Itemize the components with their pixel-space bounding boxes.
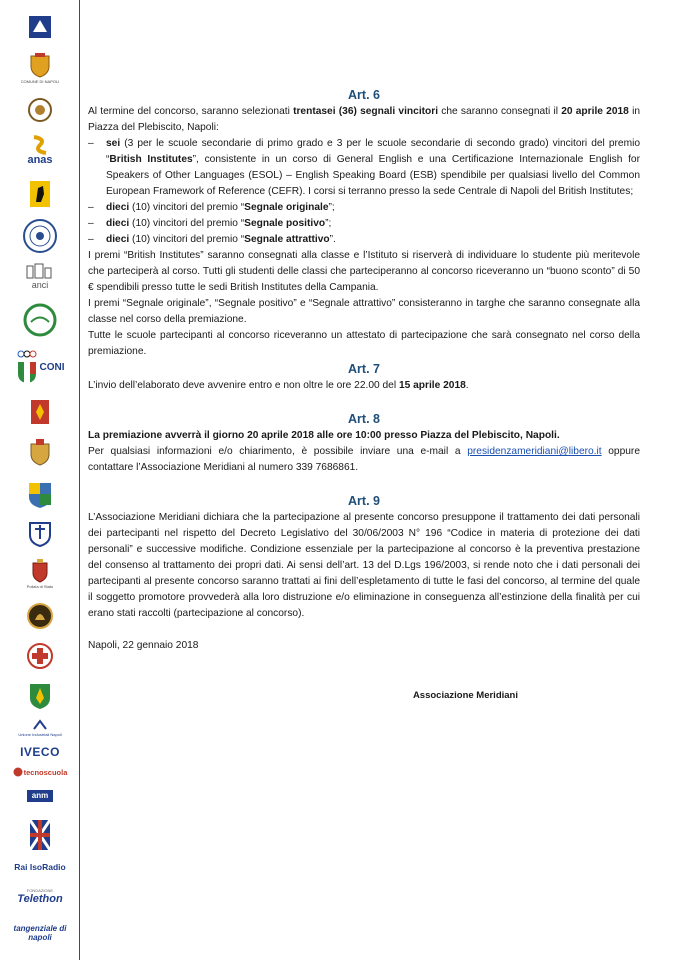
list-item: – sei (3 per le scuole secondarie di primo grado e 3 per le scuole secondarie di secondo grado) vincitori del premio “British Institutes”, consistente in un corso di General English e una Certificazione Internazionale English for Speakers of Other Languages (ESOL) – English Speaking Board (ESB) spendibile per qualsiasi livello del Common European Framework of Reference (CEFR). I corsi si terranno presso la sede Centrale di Napoli del British Institutes; bbox=[88, 136, 640, 200]
anm-logo bbox=[6, 786, 74, 806]
badge-logo bbox=[6, 678, 74, 714]
green-seal-logo bbox=[6, 300, 74, 340]
art6-intro: Al termine del concorso, saranno selezionati trentasei (36) segnali vincitori che saranno consegnati il 20 aprile 2018 in Piazza del Plebiscito, Napoli: bbox=[88, 106, 640, 133]
regione-campania-logo bbox=[6, 12, 74, 42]
art6-paragraph-attestato: Tutte le scuole partecipanti al concorso riceveranno un attestato di partecipazione che sarà consegnato nel corso della premiazione. bbox=[88, 330, 640, 357]
rai-isoradio-logo bbox=[6, 858, 74, 876]
university-seal-logo bbox=[6, 216, 74, 256]
anas-caption: anas bbox=[27, 153, 53, 166]
polizia-di-stato-logo bbox=[6, 554, 74, 594]
comune-di-napoli-caption: COMUNE DI NAPOLI bbox=[20, 79, 60, 84]
list-item: – dieci (10) vincitori del premio “Segnale positivo”; bbox=[88, 216, 640, 232]
anci-logo bbox=[6, 258, 74, 294]
telethon-caption: Telethon bbox=[17, 893, 63, 905]
iveco-logo bbox=[6, 742, 74, 762]
tecnoscuola-caption: tecnoscuola bbox=[23, 767, 68, 777]
document-body bbox=[88, 86, 640, 704]
art6-title: Art. 6 bbox=[348, 88, 380, 102]
coni-logo bbox=[6, 344, 74, 390]
unione-industriali-logo bbox=[6, 716, 74, 740]
comune-di-napoli-logo bbox=[6, 48, 74, 88]
art8-bold-line: La premiazione avverrà il giorno 20 aprile 2018 alle ore 10:00 presso Piazza del Plebiscito, Napoli. bbox=[88, 430, 560, 441]
art9-text: L’Associazione Meridiani dichiara che la partecipazione al presente concorso presuppone il trattamento dei dati personali dei partecipanti nel rispetto del Decreto Legislativo del 30/06/2003 N° 196 “Codice in materia di protezione dei dati personali” e successive modifiche. Condizione essenziale per la partecipazione al concorso è la preventiva prestazione del consenso al trattamento dei propri dati. Ai sensi dell’art. 13 del D.Lgs 196/2003, si rende noto che i dati personali dei partecipanti al presente concorso saranno trattati ai fini dell’espletamento di tutte le fasi del concorso, al termine del quale il soggetto promotore provvederà alla loro distruzione e/o eliminazione in conseguenza all’estinzione della finalità per cui erano stati raccolti (partecipazione al concorso). bbox=[88, 512, 640, 619]
list-item: – dieci (10) vincitori del premio “Segnale originale”; bbox=[88, 200, 640, 216]
sidebar-divider bbox=[79, 0, 80, 960]
anci-caption: anci bbox=[31, 280, 49, 290]
tangenziale-caption: tangenziale di napoli bbox=[13, 924, 67, 942]
signature: Associazione Meridiani bbox=[412, 690, 518, 701]
anm-caption: anm bbox=[27, 790, 53, 802]
vigili-fuoco-logo bbox=[6, 596, 74, 636]
art8-info: Per qualsiasi informazioni e/o chiarimento, è possibile inviare una e-mail a presidenzameridiani@libero.it oppure contattare l’Associazione Meridiani al numero 339 7686861. bbox=[88, 446, 640, 473]
art6-paragraph-targhe: I premi “Segnale originale”, “Segnale positivo” e “Segnale attrattivo” consisteranno in targhe che saranno consegnate alla classe nel corso della premiazione. bbox=[88, 298, 640, 325]
anas-logo bbox=[6, 130, 74, 170]
art6-paragraph-british: I premi “British Institutes” saranno consegnati alla classe e l’Istituto si riserverà di individuare lo studente più meritevole che parteciperà al corso. Tutti gli studenti delle classi che parteciperanno al concorso riceveranno un “buono sconto” di 50 € spendibili presso tutte le sedi British Institutes della Campania. bbox=[88, 250, 640, 293]
coni-caption: CONI bbox=[39, 361, 65, 373]
art7-title: Art. 7 bbox=[348, 362, 380, 376]
list-item: – dieci (10) vincitori del premio “Segnale attrattivo”. bbox=[88, 232, 640, 248]
art6-prize-list bbox=[88, 136, 640, 248]
place-date: Napoli, 22 gennaio 2018 bbox=[88, 640, 199, 651]
esercito-logo bbox=[6, 392, 74, 432]
art7-text: L’invio dell’elaborato deve avvenire entro e non oltre le ore 22.00 del 15 aprile 2018. bbox=[88, 380, 469, 391]
tecnoscuola-logo bbox=[6, 764, 74, 780]
unione-industriali-caption: Unione Industriali Napoli bbox=[18, 732, 62, 737]
ferrari-logo bbox=[6, 172, 74, 216]
british-institutes-logo bbox=[6, 816, 74, 854]
rai-isoradio-caption: Rai IsoRadio bbox=[14, 862, 66, 872]
polizia-di-stato-caption: Polizia di Stato bbox=[26, 584, 54, 589]
croce-rossa-logo bbox=[6, 636, 74, 676]
marina-logo bbox=[6, 474, 74, 514]
municipalita-logo bbox=[6, 90, 74, 130]
tangenziale-logo bbox=[6, 920, 74, 946]
art8-title: Art. 8 bbox=[348, 412, 380, 426]
carabinieri-logo bbox=[6, 432, 74, 472]
crest-logo bbox=[6, 514, 74, 552]
email-link[interactable]: presidenzameridiani@libero.it bbox=[467, 446, 602, 457]
telethon-logo: FONDAZIONE Telethon bbox=[17, 888, 63, 905]
sponsor-sidebar bbox=[0, 0, 80, 960]
art9-title: Art. 9 bbox=[348, 494, 380, 508]
iveco-caption: IVECO bbox=[20, 745, 60, 759]
